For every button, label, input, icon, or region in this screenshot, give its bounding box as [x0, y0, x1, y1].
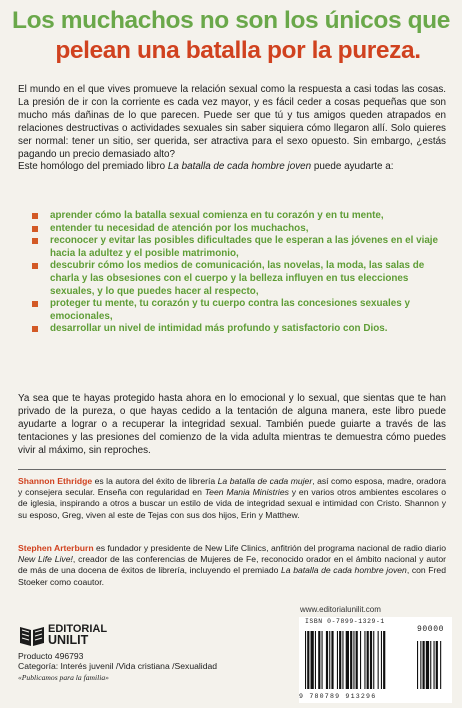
barcode-bar [346, 631, 349, 689]
barcode-bar [364, 631, 365, 689]
barcode-bar [315, 631, 316, 689]
benefit-text: desarrollar un nivel de intimidad más profundo y satisfactorio con Dios. [50, 323, 388, 335]
barcode-bar [337, 631, 338, 689]
intro-lead-book-title: La batalla de cada hombre joven [167, 161, 312, 173]
benefit-text: reconocer y evitar las posibles dificultades que le esperan a las jóvenes en el viaje hacia la adultez y el posible matrimonio, [50, 235, 439, 259]
intro-lead [18, 161, 446, 174]
barcode-bar [381, 631, 382, 689]
barcode-bar [322, 631, 323, 689]
benefit-text: entender tu necesidad de atención por los muchachos, [50, 222, 309, 234]
barcode-bar [360, 631, 361, 689]
closing-paragraph: Ya sea que te hayas protegido hasta ahora en lo emocional y lo sexual, que sientas que te han privado de la pureza, o que hayas cedido a la tentación de alguna manera, este libro puede ayudarte a lograr o a recuperar la integridad sexual. También puede guiarte a través de las tentaciones y las presiones del comienzo de la vida adulta mientras te demuestra cómo puedes vivir al máximo, sin reproches. [18, 393, 446, 456]
square-bullet-icon [32, 263, 38, 269]
author-bio-2 [18, 543, 446, 588]
benefit-item [32, 323, 442, 336]
publisher-logo [18, 621, 148, 651]
square-bullet-icon [32, 226, 38, 232]
headline [0, 6, 462, 66]
bio-text: es fundador y presidente de New Life Clinics, anfitrión del programa nacional de radio diario [93, 543, 446, 553]
bio-book-title: La batalla de cada mujer [217, 476, 313, 486]
publisher-website[interactable]: www.editorialunilit.com [300, 605, 381, 614]
square-bullet-icon [32, 301, 38, 307]
barcode-bar [331, 631, 333, 689]
benefit-item [32, 235, 442, 260]
barcode-addon-bar [430, 641, 431, 689]
price-code: 90000 [417, 625, 445, 634]
barcode-bar [373, 631, 374, 689]
author-name: Shannon Ethridge [18, 476, 93, 486]
benefit-item [32, 260, 442, 298]
barcode-graphic [303, 627, 449, 691]
barcode-addon-bar [440, 641, 441, 689]
benefit-item [32, 210, 442, 223]
barcode-bar [367, 631, 369, 689]
barcode-bar [339, 631, 341, 689]
benefit-text: aprender cómo la batalla sexual comienza en tu corazón y en tu mente, [50, 210, 384, 221]
intro-paragraph: El mundo en el que vives promueve la relación sexual como la respuesta a casi todas las cosas. La presión de ir con la corriente es cada vez mayor, y es fácil ceder a cosas pequeñas que son mucho más dañinas de lo que parecen. Puede ser que tú y tus amigos queden atrapados en relaciones destructivas o actividades sexuales sin saber siquiera cómo llegaron allí. Solo quieres ser normal: tener un sitio, ser querida, ser atractiva para el sexo opuesto. Sin embargo, ¿estás pagando un precio demasiado alto? [18, 84, 446, 160]
headline-line-1: Los muchachos no son los únicos que [12, 7, 450, 34]
barcode-bar [329, 631, 330, 689]
book-logo-icon [18, 621, 46, 649]
barcode-box [299, 617, 452, 703]
bio-text: , así como esposa, madre, oradora y consejera secular. Enseña con regularidad en [18, 476, 446, 498]
barcode-bar [370, 631, 372, 689]
bio-text: , con Fred Stoeker como coautor. [18, 565, 446, 587]
logo-text-unilit: UNILIT [48, 633, 89, 647]
bio-paragraph [18, 476, 446, 521]
intro-lead-before: Este homólogo del premiado libro [18, 161, 168, 173]
benefit-item [32, 223, 442, 236]
benefit-text: descubrir cómo los medios de comunicación, las novelas, la moda, las salas de charla y las obsesiones con el cuerpo y la belleza influyen en tus elecciones sexuales, y lo que puedes hacer al respecto, [50, 260, 425, 297]
barcode-bar [353, 631, 354, 689]
bio-ministry-name: Teen Mania Ministries [204, 487, 289, 498]
barcode-addon-bar [426, 641, 429, 689]
benefits-list [32, 210, 442, 336]
isbn-label: ISBN 0-7899-1329-1 [305, 618, 385, 625]
logo-text-editorial: EDITORIAL [48, 623, 108, 635]
benefit-text: proteger tu mente, tu corazón y tu cuerpo contra las concesiones sexuales y emocionales, [50, 298, 410, 322]
barcode-digits: 9 780789 913296 [299, 693, 377, 700]
publisher-motto: «Publicamos para la familia» [18, 673, 109, 682]
barcode-bar [378, 631, 379, 689]
barcode-bar [350, 631, 352, 689]
barcode-bar [311, 631, 314, 689]
barcode-bar [326, 631, 328, 689]
intro-text [18, 84, 446, 174]
barcode-addon-bar [434, 641, 435, 689]
bio-text: es la autora del éxito de librería [92, 476, 218, 486]
category-line: Categoría: Interés juvenil /Vida cristiana /Sexualidad [18, 661, 218, 671]
barcode-addon-bar [423, 641, 425, 689]
square-bullet-icon [32, 238, 38, 244]
square-bullet-icon [32, 213, 38, 219]
bio-program-name: New Life Live! [18, 554, 73, 565]
barcode-bar [307, 631, 309, 689]
barcode-bar [342, 631, 343, 689]
barcode-addon-bar [417, 641, 418, 689]
benefit-item [32, 298, 442, 323]
product-code: Producto 496793 [18, 651, 84, 661]
closing-text [18, 393, 446, 458]
author-bio-1 [18, 476, 446, 521]
square-bullet-icon [32, 326, 38, 332]
divider [18, 469, 446, 470]
headline-line-2: pelean una batalla por la pureza. [55, 37, 421, 64]
barcode-addon-bar [420, 641, 421, 689]
bio-book-title: La batalla de cada hombre joven [281, 565, 407, 576]
author-name: Stephen Arterburn [18, 543, 94, 553]
barcode-addon-bar [436, 641, 438, 689]
barcode-bar [383, 631, 385, 689]
barcode-bar [318, 631, 320, 689]
intro-lead-after: puede ayudarte a: [311, 161, 394, 173]
bio-text: y en varios otros ambientes escolares o de iglesia, inspirando a otros a buscar un estilo de vida de integridad sexual e intimidad con Cristo. Shannon y su esposo, Greg, viven al este de Tejas con sus dos hijos, Erin y Matthew. [18, 487, 446, 520]
barcode-bar [356, 631, 358, 689]
bio-paragraph [18, 543, 446, 588]
barcode-bar [305, 631, 306, 689]
bio-text: , creador de las conferencias de Mujeres de Fe, reconocido orador en el ámbito nacional y autor de más de una docena de éxitos de librería, incluyendo el premiado [18, 554, 446, 576]
